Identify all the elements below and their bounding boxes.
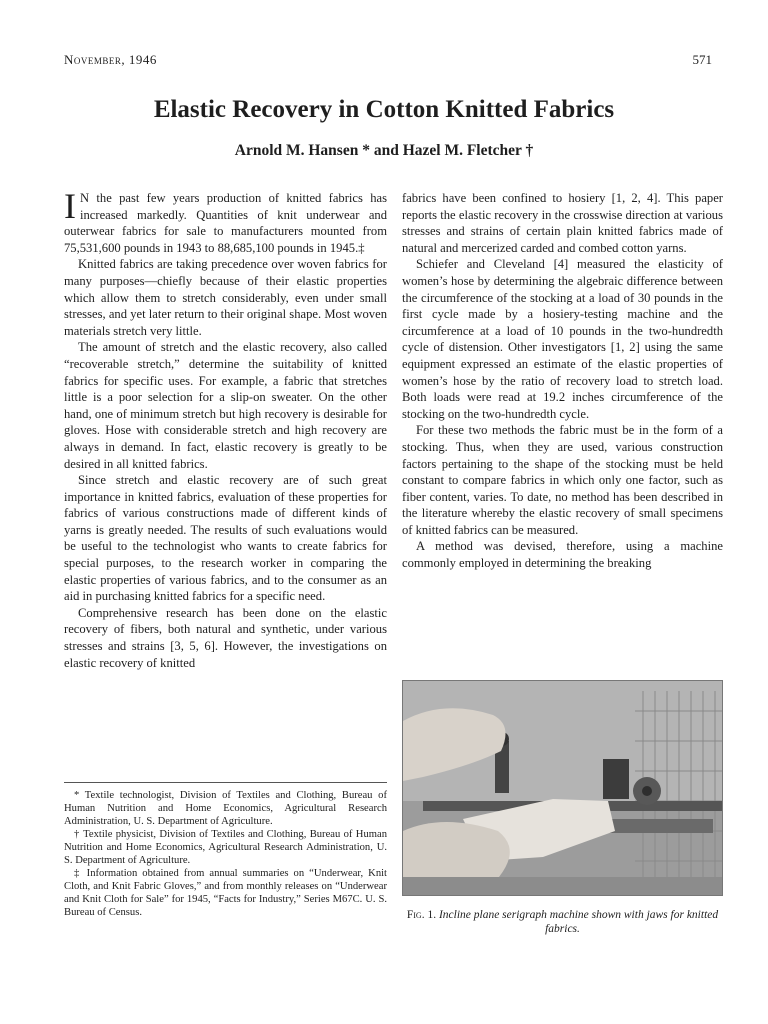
running-head <box>64 52 712 72</box>
paragraph-text: N the past few years production of knitted fabrics has increased markedly. Quantities of knit underwear and outerwear fabrics for sale to manufacturers mounted from 75,531,600 pounds in 1943 to 88,685,100 pounds in 1945.‡ <box>64 191 387 255</box>
footnotes <box>64 782 387 919</box>
article-authors: Arnold M. Hansen * and Hazel M. Fletcher † <box>234 142 534 159</box>
paragraph: For these two methods the fabric must be in the form of a stocking. Thus, when they are used, various construction factors pertaining to the shape of the stocking must be held constant to compare fabrics in which only one factor, such as fiber content, varies. To date, no method has been described in the literature whereby the elastic recovery of small specimens of knitted fabrics can be measured. <box>402 423 723 537</box>
footnote: ‡ Information obtained from annual summaries on “Underwear, Knit Cloth, and Knit Fabric Gloves,” and from monthly releases on “Underwear and Knit Cloth for Sale” for 1945, “Facts for Industry,” Series M67C. U. S. Bureau of Census. <box>64 868 387 918</box>
running-date: November, 1946 <box>64 52 157 67</box>
figure-label: Fig. 1. <box>406 909 437 921</box>
figure-caption <box>402 908 723 936</box>
page-number: 571 <box>692 52 712 67</box>
figure-photo <box>402 680 723 896</box>
paragraph: A method was devised, therefore, using a machine commonly employed in determining the breaking <box>402 539 723 571</box>
paragraph: Knitted fabrics are taking precedence over woven fabrics for many purposes—chiefly because of their elastic properties which allow them to stretch considerably, even under small stresses, and yet later return to their original shape. Most woven materials stretch very little. <box>64 257 387 338</box>
footnote: † Textile physicist, Division of Textiles and Clothing, Bureau of Human Nutrition and Home Economics, Agricultural Research Administration, U. S. Department of Agriculture. <box>64 829 387 866</box>
figure-caption-text: Incline plane serigraph machine shown with jaws for knitted fabrics. <box>438 909 719 935</box>
paragraph: Comprehensive research has been done on the elastic recovery of fibers, both natural and synthetic, under various stresses and strains [3, 5, 6]. However, the investigations on elastic recovery of knitted <box>64 605 387 670</box>
paragraph: fabrics have been confined to hosiery [1, 2, 4]. This paper reports the elastic recovery in the crosswise direction at various stresses and strains of certain plain knitted fabrics made of natural and mercerized carded and combed cotton yarns. <box>402 191 723 255</box>
drop-cap: I <box>64 186 76 226</box>
paragraph <box>64 186 387 256</box>
machine-photo-illustration <box>403 681 723 896</box>
right-column <box>402 190 723 572</box>
paragraph: The amount of stretch and the elastic recovery, also called “recoverable stretch,” determine the suitability of knitted fabrics for specific uses. For example, a fabric that stretches little is a poor selection for a slip-on sweater. On the other hand, one of minimum stretch but high recovery is desirable for gloves. Hose with considerable stretch and high recovery are always in demand. In fact, elastic recovery is greatly to be desired in all knitted fabrics. <box>64 340 387 471</box>
paragraph: Since stretch and elastic recovery are of such great importance in knitted fabrics, evaluation of these properties for fabrics of various constructions made of different kinds of yarns is greatly needed. The results of such evaluations would be useful to the technologist who wants to create fabrics for special purposes, to the research worker in comparing the elastic properties of various fabrics, and to the consumer as an aid in purchasing knitted fabrics for a specific need. <box>64 473 387 604</box>
paragraph: Schiefer and Cleveland [4] measured the elasticity of women’s hose by determining the algebraic difference between the circumference of the stocking at a load of 30 pounds in the first cycle made by a hosiery-testing machine and the circumference at a load of 10 pounds in the two-hundredth cycle of distension. Other investigators [1, 2] using the same equipment expressed an estimate of the elastic properties of women’s hose by the ratio of recovery load to stretch load. Both loads were read at 19.2 inches circumference of the stocking on the two-hundredth cycle. <box>402 257 723 421</box>
left-column <box>64 186 387 671</box>
article-title: Elastic Recovery in Cotton Knitted Fabrics <box>153 96 615 123</box>
footnote: * Textile technologist, Division of Textiles and Clothing, Bureau of Human Nutrition and Home Economics, Agricultural Research Administration, U. S. Department of Agriculture. <box>64 790 387 827</box>
